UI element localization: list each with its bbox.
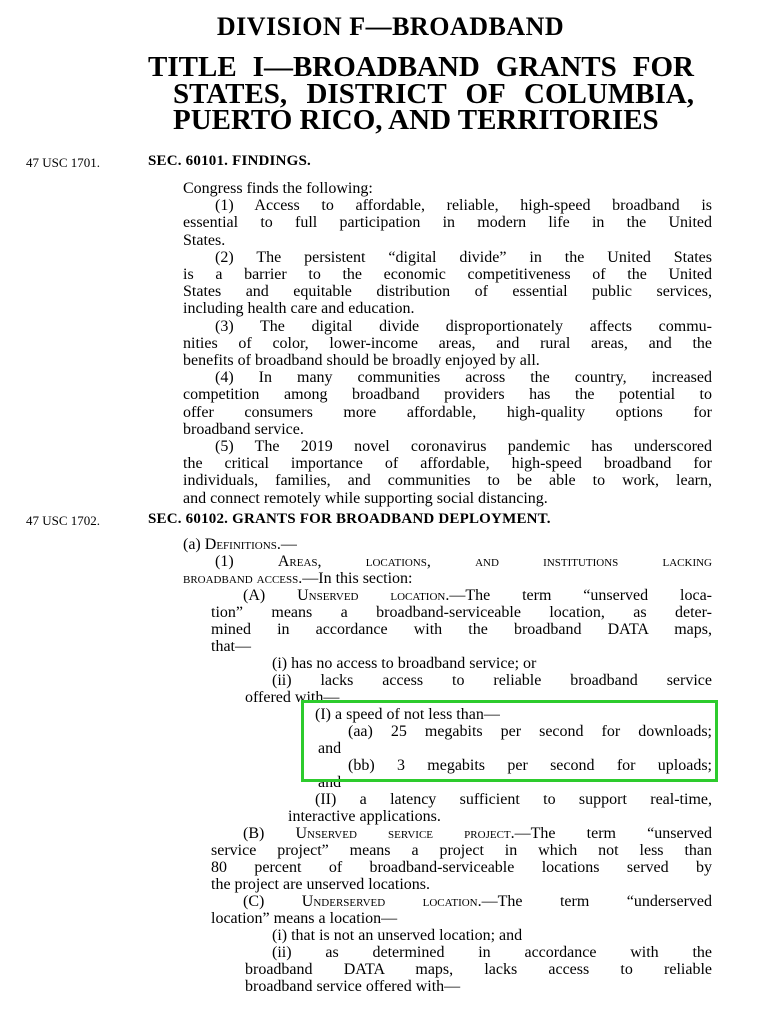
text-line [215,553,712,571]
text-line [183,232,225,250]
text-line [243,893,712,911]
text-line [215,369,712,387]
text-segment: essential to full participation in modern life in the United [183,214,712,231]
text-segment: (A) [243,587,298,604]
text-line [183,570,412,588]
small-caps-text: Unserved location [297,587,446,604]
text-segment: (i) that is not an unserved location; and [272,927,523,944]
text-line [183,352,540,370]
text-segment: (4) In many communities across the country, increased [215,369,712,386]
text-segment: (II) a latency sufficient to support real-time, [315,791,712,808]
text-line [183,404,712,422]
text-line [272,927,522,945]
text-line [348,723,712,741]
text-line [211,604,712,622]
section-heading: SEC. 60101. FINDINGS. [148,153,311,169]
text-line [215,318,712,336]
section-heading: SEC. 60102. GRANTS FOR BROADBAND DEPLOYMENT. [148,511,551,527]
text-segment: the critical importance of affordable, high-speed broadband for [183,455,712,472]
text-line [288,808,441,826]
text-segment: nities of color, lower-income areas, and rural areas, and the [183,335,712,352]
text-line [272,672,712,690]
text-segment: .—The term “unserved [510,825,713,842]
small-caps-text: Definitions [204,536,277,553]
text-line [211,910,397,928]
text-line [215,438,712,456]
text-segment: .—The term “underserved [477,893,712,910]
text-line [245,689,339,707]
text-line [211,638,251,656]
text-line [243,825,712,843]
text-line [211,842,712,860]
text-segment: that— [211,638,251,655]
margin-note: 47 USC 1701. [26,155,101,170]
text-segment: (C) [243,893,302,910]
text-segment: is a barrier to the economic competitiveness of the United [183,266,712,283]
text-segment: broadband service. [183,421,304,438]
text-line [315,791,712,809]
text-line [211,621,712,639]
text-segment: States. [183,232,226,249]
text-segment: broadband service offered with— [245,978,461,995]
text-line [318,740,341,758]
text-line [183,421,304,439]
text-segment: and connect remotely while supporting social distancing. [183,490,548,507]
text-line [215,249,712,267]
text-segment: .— [276,536,297,553]
small-caps-text: broadband access [183,570,299,587]
text-line [245,961,712,979]
text-line [183,472,712,490]
text-segment: tion” means a broadband-serviceable location, as deter- [211,604,712,621]
text-line [272,655,536,673]
text-segment: competition among broadband providers has the potential to [183,386,712,403]
text-segment: (2) The persistent “digital divide” in the United States [215,249,712,266]
text-line [272,944,712,962]
text-segment: individuals, families, and communities to be able to work, learn, [183,472,712,489]
text-segment: Congress finds the following: [183,180,373,197]
text-line [318,774,341,792]
text-line [183,266,712,284]
small-caps-text: Underserved location [301,893,478,910]
text-line [183,490,548,508]
title-heading-line: STATES, DISTRICT OF COLUMBIA, [173,78,694,110]
text-segment: the project are unserved locations. [211,876,431,893]
text-line [183,335,712,353]
text-segment: (5) The 2019 novel coronavirus pandemic has underscored [215,438,712,455]
text-line [183,214,712,232]
text-segment: including health care and education. [183,300,415,317]
text-segment: (a) [183,536,205,553]
text-line [211,876,430,894]
margin-note: 47 USC 1702. [26,513,101,528]
text-segment: interactive applications. [288,808,441,825]
text-segment: location” means a location— [211,910,398,927]
text-segment: offer consumers more affordable, high-quality options for [183,404,712,421]
text-line [183,386,712,404]
small-caps-text: Unserved service project [295,825,511,842]
text-segment: (3) The digital divide disproportionately affects commu- [215,318,712,335]
title-heading-line: TITLE I—BROADBAND GRANTS FOR [148,51,694,83]
text-line [183,180,373,198]
text-segment: (bb) 3 megabits per second for uploads; [348,757,712,774]
text-segment: (aa) 25 megabits per second for downloads; [348,723,712,740]
text-segment: benefits of broadband should be broadly enjoyed by all. [183,352,540,369]
text-segment: and [318,774,342,791]
text-segment: (B) [243,825,296,842]
text-line [183,283,712,301]
text-line [183,536,297,554]
text-segment: offered with— [245,689,340,706]
text-line [211,859,712,877]
text-line [243,587,712,605]
text-line [348,757,712,775]
text-line [215,197,712,215]
text-segment: (1) Access to affordable, reliable, high-speed broadband is [215,197,712,214]
text-segment: .—The term “unserved loca- [445,587,712,604]
text-segment: (ii) as determined in accordance with the [272,944,712,961]
text-segment: (i) has no access to broadband service; or [272,655,537,672]
text-segment: (I) a speed of not less than— [315,706,500,723]
text-segment: (1) [215,553,278,570]
text-segment: and [318,740,342,757]
text-segment: States and equitable distribution of essential public services, [183,283,712,300]
text-segment: .—In this section: [298,570,413,587]
text-segment: 80 percent of broadband-serviceable locations served by [211,859,712,876]
text-segment: broadband DATA maps, lacks access to reliable [245,961,712,978]
text-segment: service project” means a project in which not less than [211,842,712,859]
text-segment: (ii) lacks access to reliable broadband service [272,672,712,689]
title-heading-line: PUERTO RICO, AND TERRITORIES [173,104,659,136]
text-line [183,455,712,473]
small-caps-text: Areas, locations, and institutions lacking [277,553,712,570]
text-line [315,706,500,724]
text-segment: mined in accordance with the broadband DATA maps, [211,621,712,638]
text-line [183,300,414,318]
text-line [245,978,460,996]
division-heading: DIVISION F—BROADBAND [216,12,565,41]
